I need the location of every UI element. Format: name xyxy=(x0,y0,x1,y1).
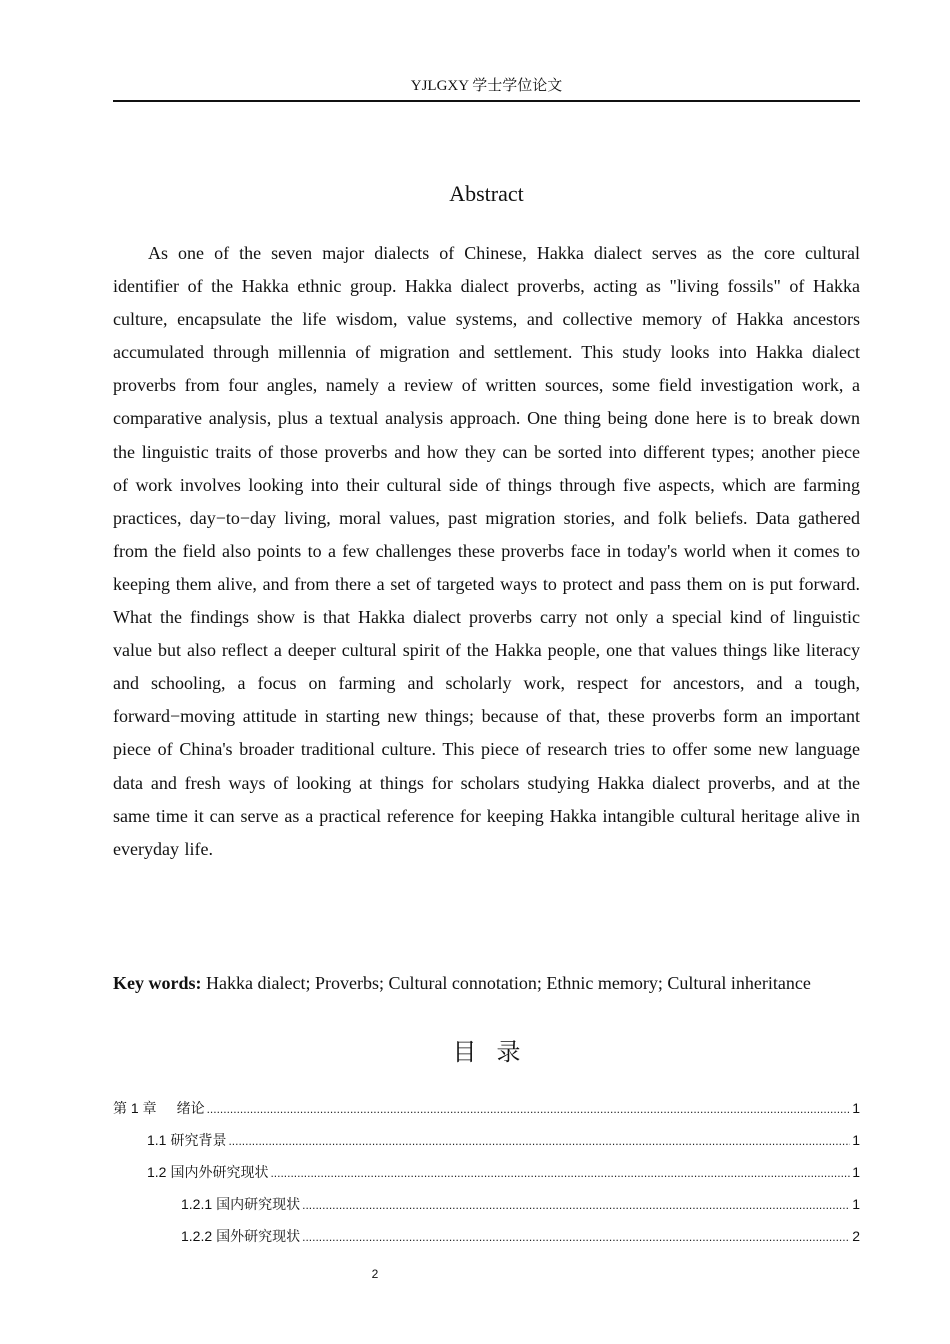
toc-entry-number: 1.1 xyxy=(147,1132,167,1148)
toc-entry-label xyxy=(181,1192,300,1216)
toc-leader-dots xyxy=(207,1097,851,1121)
toc-entry-label xyxy=(181,1224,300,1248)
toc-entry-text: 国内研究现状 xyxy=(216,1196,301,1212)
toc-entry-number: 1.2 xyxy=(147,1164,167,1180)
toc-entry[interactable] xyxy=(181,1224,860,1248)
toc-entry-page: 2 xyxy=(852,1228,860,1244)
toc-entry-page: 1 xyxy=(852,1164,860,1180)
toc-entry[interactable] xyxy=(147,1128,860,1152)
toc-entry-label xyxy=(147,1128,226,1152)
keywords-paragraph xyxy=(113,967,860,1000)
abstract-title: Abstract xyxy=(449,181,524,206)
running-header: YJLGXY 学士学位论文 xyxy=(410,78,563,94)
toc-entry[interactable] xyxy=(181,1192,860,1216)
page-number: 2 xyxy=(371,1267,379,1281)
toc-title: 目录 xyxy=(452,1038,541,1066)
toc-entry-text: 绪论 xyxy=(176,1100,205,1116)
keywords-text: Hakka dialect; Proverbs; Cultural connotation; Ethnic memory; Cultural inheritance xyxy=(206,973,811,993)
toc-entry-text: 国内外研究现状 xyxy=(170,1164,269,1180)
toc-entry[interactable] xyxy=(113,1096,860,1120)
toc-entry-number: 1.2.1 xyxy=(181,1196,213,1212)
header-rule xyxy=(113,100,860,102)
toc-entry[interactable] xyxy=(147,1160,860,1184)
keywords-label: Key words: xyxy=(113,973,202,993)
toc-entry-number: 1.2.2 xyxy=(181,1228,213,1244)
toc-entry-label xyxy=(113,1096,205,1120)
toc-leader-dots xyxy=(228,1129,850,1153)
toc-entry-text: 研究背景 xyxy=(170,1132,227,1148)
toc-leader-dots xyxy=(302,1225,850,1249)
toc-leader-dots xyxy=(302,1193,850,1217)
toc-entry-page: 1 xyxy=(852,1132,860,1148)
abstract-body: As one of the seven major dialects of Chinese, Hakka dialect serves as the core cultural identifier of the Hakka ethnic group. Hakka dialect proverbs, acting as "living fossils" of Hakka culture, encapsulate the life wisdom, value systems, and collective memory of Hakka ancestors accumulated through millennia of migration and settlement. This study looks into Hakka dialect proverbs from four angles, namely a review of written sources, some field investigation work, a comparative analysis, plus a textual analysis approach. One thing being done here is to break down the linguistic traits of those proverbs and how they can be sorted into different types; another piece of work involves looking into their cultural side of things through five aspects, which are farming practices, day−to−day living, moral values, past migration stories, and folk beliefs. Data gathered from the field also points to a few challenges these proverbs face in today's world when it comes to keeping them alive, and from there a set of targeted ways to protect and pass them on is put forward. What the findings show is that Hakka dialect proverbs carry not only a special kind of linguistic value but also reflect a deeper cultural spirit of the Hakka people, one that values things like literacy and schooling, a focus on farming and scholarly work, respect for ancestors, and a tough, forward−moving attitude in starting new things; because of that, these proverbs form an important piece of China's broader traditional culture. This piece of research tries to offer some new language data and fresh ways of looking at things for scholars studying Hakka dialect proverbs, and at the same time it can serve as a practical reference for keeping Hakka intangible cultural heritage alive in everyday life. xyxy=(113,243,860,859)
toc-leader-dots xyxy=(270,1161,850,1185)
toc-entry-text: 国外研究现状 xyxy=(216,1228,301,1244)
toc-entry-number: 第 1 章 xyxy=(113,1100,157,1116)
toc-entry-page: 1 xyxy=(852,1196,860,1212)
toc-entry-label xyxy=(147,1160,268,1184)
toc-entry-page: 1 xyxy=(852,1100,860,1116)
